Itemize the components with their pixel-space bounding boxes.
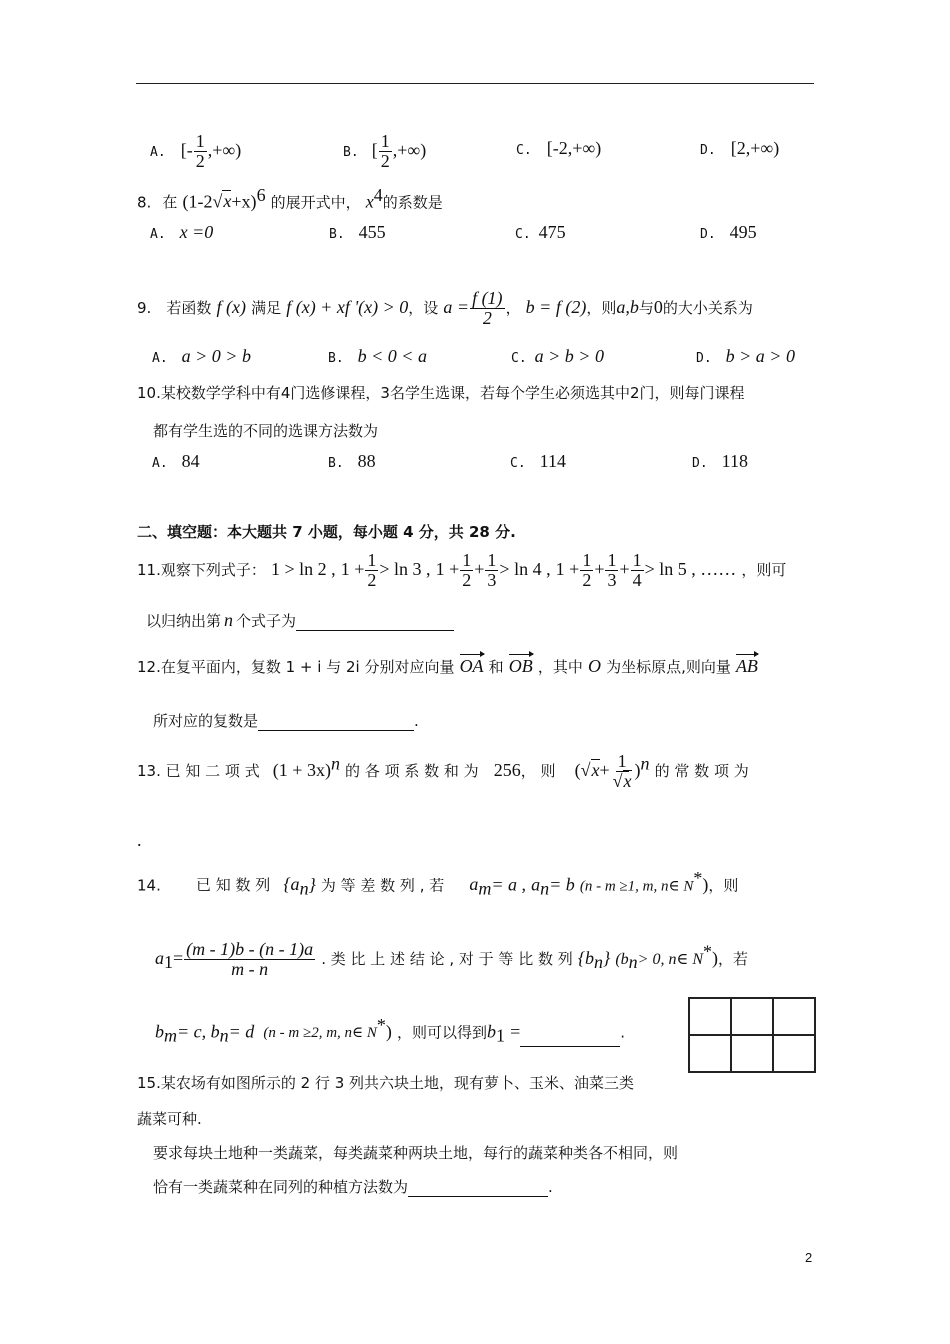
farmland-grid-figure bbox=[688, 997, 816, 1073]
q14-stem-line1: 14. 已 知 数 列 $\{a_n\}$ 为 等 差 数 列 , 若 $a_m= a$ , $a_n= b$ (n - m ≥1, m, n∈ N*)，则 bbox=[137, 868, 739, 899]
q7-b-fraction: $\frac{1}{2}$ bbox=[380, 131, 390, 171]
q15-stem-line2: 蔬菜可种. bbox=[137, 1110, 202, 1128]
q11-stem-line1: 11.观察下列式子： 1 > ln 2 , 1 + $\frac{1}{2}$ > ln 3 , 1 + $\frac{1}{2}$ + $\frac{1}{3}$ > ln 4 , 1 + $\frac{1}{2}$ + $\frac{1}{3}$ + $\frac{1}{4}$ > ln 5 , …… ，则可 bbox=[137, 550, 787, 590]
q7-a-label: A. bbox=[150, 144, 166, 160]
q14-a1-fraction: $\frac{(m - 1)b - (n - 1)a}{m - n}$ bbox=[186, 939, 314, 979]
q10-stem-line2: 都有学生选的不同的选课方法数为 bbox=[153, 422, 379, 440]
q8-option-d[interactable]: D. 495 bbox=[700, 222, 757, 242]
q8-option-c[interactable]: C. 475 bbox=[515, 222, 566, 242]
grid-cell bbox=[689, 1035, 731, 1072]
header-rule bbox=[136, 83, 814, 84]
q8-stem: 8. 在 $(1-2√x+x)^6$ 的展开式中， $x^4$的系数是 bbox=[137, 185, 443, 212]
q10-option-d[interactable]: D. 118 bbox=[692, 451, 748, 471]
vector-oa: OA bbox=[460, 652, 484, 677]
q12-stem-line1: 12.在复平面内，复数 1 + i 与 2i 分别对应向量 OA 和 OB ，其中 O 为坐标原点,则向量 AB bbox=[137, 652, 758, 677]
q11-stem-line2: 以归纳出第 n 个式子为 bbox=[146, 610, 454, 631]
q12-answer-blank[interactable] bbox=[258, 714, 414, 731]
q7-b-label: B. bbox=[343, 144, 359, 160]
q15-stem-line4: 恰有一类蔬菜种在同列的种植方法数为 . bbox=[153, 1178, 553, 1196]
q8-option-b[interactable]: B. 455 bbox=[329, 222, 386, 242]
q13-stem: 13. 已 知 二 项 式 $(1 + 3x)^n$ 的 各 项 系 数 和 为 256， 则 (√x+ $\frac{1}{√x}$ )$^n$ 的 常 数 项 为 bbox=[137, 751, 749, 791]
q14-answer-blank[interactable] bbox=[520, 1030, 620, 1047]
q7-option-b[interactable]: B. [ $\frac{1}{2}$ ,+∞) bbox=[343, 131, 427, 171]
q7-c-label: C. bbox=[516, 143, 532, 158]
q14-stem-line3: $b_m= c$, $b_n= d$ (n - m ≥2, m, n∈ N*) ，则可以得到$b_1$ = . bbox=[155, 1015, 626, 1046]
grid-cell bbox=[773, 1035, 815, 1072]
grid-cell bbox=[731, 998, 773, 1035]
vector-ab: AB bbox=[736, 652, 758, 677]
q9-option-b[interactable]: B. b < 0 < a bbox=[328, 346, 427, 366]
q9-option-c[interactable]: C. a > b > 0 bbox=[511, 346, 604, 366]
q11-answer-blank[interactable] bbox=[296, 614, 454, 631]
q15-stem-line3: 要求每块土地种一类蔬菜，每类蔬菜种两块土地，每行的蔬菜种类各不相同，则 bbox=[153, 1144, 679, 1162]
q9-a-fraction: $\frac{f (1)}{2}$ bbox=[472, 288, 503, 328]
q10-option-a[interactable]: A. 84 bbox=[152, 451, 200, 471]
section-2-heading: 二、填空题：本大题共 7 小题，每小题 4 分，共 28 分. bbox=[137, 523, 516, 541]
vector-ob: OB bbox=[509, 652, 533, 677]
q7-d-label: D. bbox=[700, 143, 716, 158]
q7-option-a[interactable]: A. [- $\frac{1}{2}$ ,+∞) bbox=[150, 131, 242, 171]
q10-option-c[interactable]: C. 114 bbox=[510, 451, 566, 471]
grid-cell bbox=[731, 1035, 773, 1072]
page-number: 2 bbox=[805, 1250, 813, 1265]
q13-trailing-dot: . bbox=[137, 830, 142, 850]
q9-option-a[interactable]: A. a > 0 > b bbox=[152, 346, 251, 366]
q10-option-b[interactable]: B. 88 bbox=[328, 451, 376, 471]
q14-stem-line2: $a_1=$ $\frac{(m - 1)b - (n - 1)a}{m - n}$ . 类 比 上 述 结 论 , 对 于 等 比 数 列 $\{b_n\}$ ($b_n> 0$, n∈ N*)，若 bbox=[155, 939, 748, 979]
grid-cell bbox=[773, 998, 815, 1035]
q15-stem-line1: 15.某农场有如图所示的 2 行 3 列共六块土地，现有萝卜、玉米、油菜三类 bbox=[137, 1074, 635, 1092]
q9-stem: 9. 若函数 f (x) 满足 f (x) + xf '(x) > 0，设 a = $\frac{f (1)}{2}$ ， b = f (2)，则a,b与0的大小关系为 bbox=[137, 288, 753, 328]
grid-cell bbox=[689, 998, 731, 1035]
q15-answer-blank[interactable] bbox=[408, 1180, 548, 1197]
q12-stem-line2: 所对应的复数是 . bbox=[153, 712, 419, 730]
q7-option-c[interactable]: C. [-2,+∞) bbox=[516, 138, 602, 158]
q7-a-fraction: $\frac{1}{2}$ bbox=[195, 131, 205, 171]
q7-option-d[interactable]: D. [2,+∞) bbox=[700, 138, 780, 158]
q8-option-a[interactable]: A. x =0 bbox=[150, 222, 214, 242]
q9-option-d[interactable]: D. b > a > 0 bbox=[696, 346, 795, 366]
q10-stem-line1: 10.某校数学学科中有4门选修课程，3名学生选课，若每个学生必须选其中2门，则每门课程 bbox=[137, 384, 745, 402]
